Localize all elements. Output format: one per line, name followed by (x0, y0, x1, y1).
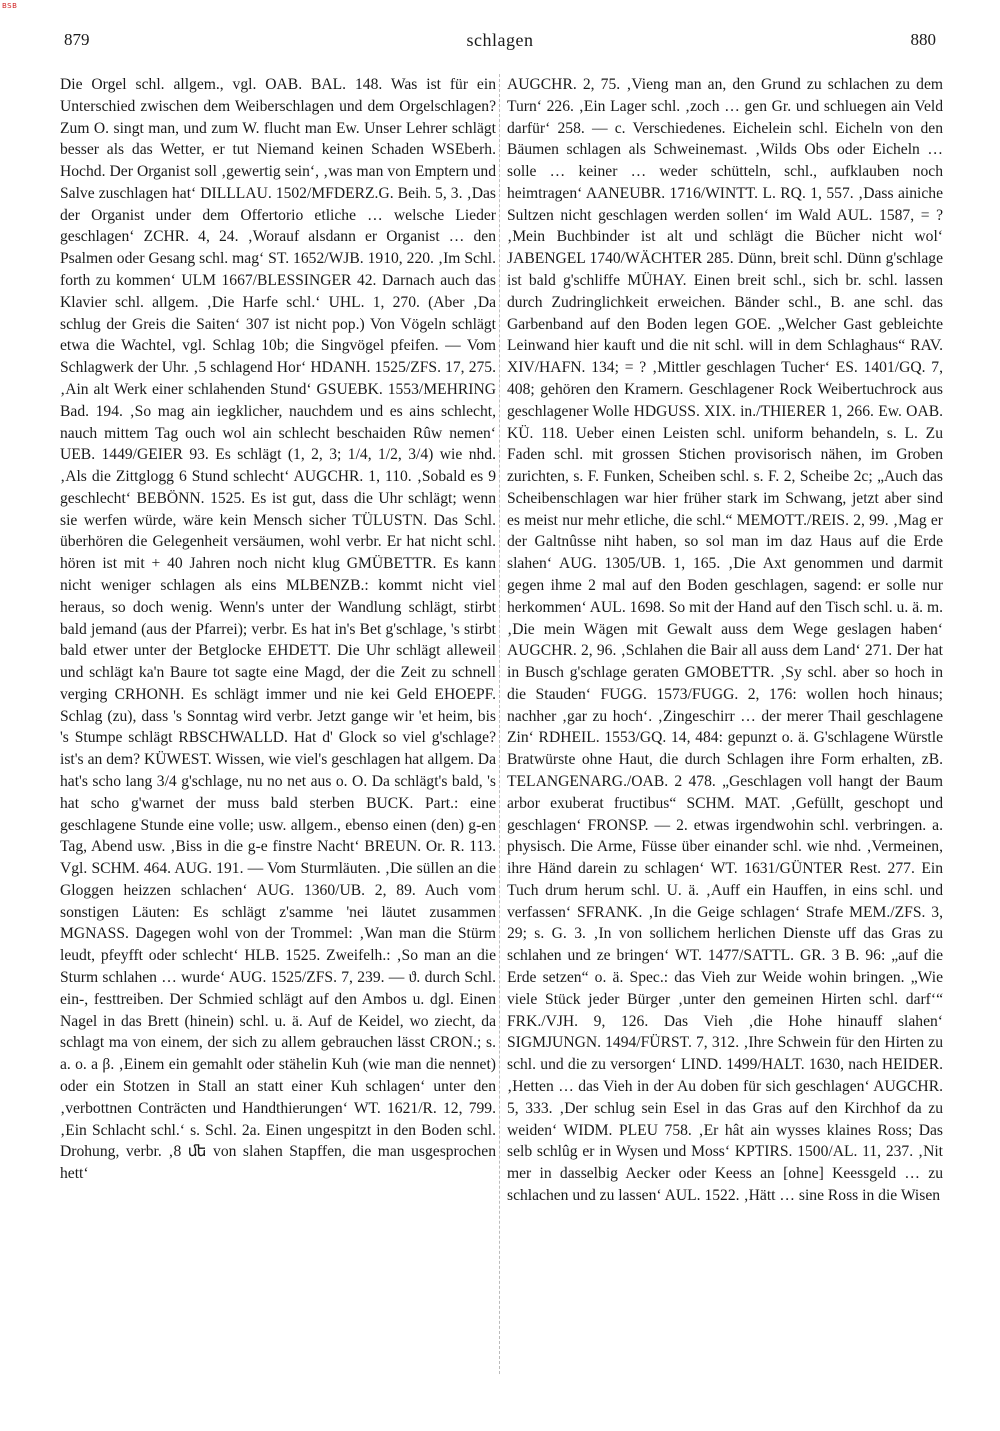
library-stamp: BSB (2, 2, 18, 10)
page-number-left: 879 (64, 30, 90, 49)
left-column (60, 74, 496, 1185)
right-column (507, 74, 943, 1207)
page-number-right: 880 (910, 30, 936, 49)
column-divider (499, 74, 500, 1374)
left-column-text: Die Orgel schl. allgem., vgl. OAB. BAL. 148. Was ist für ein Unterschied zwischen dem Weiberschlagen und dem Orgelschlagen? Zum O. singt man, und zum W. flucht man Ew. Unser Lehrer schlägt besser als das Wetter, er tut Niemand keinen Schaden WSEberh. Hochd. Der Organist soll ‚gewertig sein‘, ‚was man von Emptern und Salve zuschlagen hat‘ DILLLAU. 1502/MFDERZ.G. Beih. 5, 3. ‚Das der Organist under dem Offertorio etliche … welsche Lieder geschlagen‘ ZCHR. 4, 24. ‚Worauf alsdann er Organist … den Psalmen oder Gesang schl. mag‘ ST. 1652/WJB. 1910, 220. ‚Im Schl. forth zu kommen‘ ULM 1667/BLESSINGER 42. Darnach auch das Klavier schl. allgem. ‚Die Harfe schl.‘ UHL. 1, 270. (Aber ‚Da schlug der Greis die Saiten‘ 307 ist nicht pop.) Von Vögeln schlägt etwa die Wachtel, vgl. Schlag 10b; die Singvögel pfeifen. — Vom Schlagwerk der Uhr. ‚5 schlagend Hor‘ HDANH. 1525/ZFS. 17, 275. ‚Ain alt Werk einer schlahenden Stund‘ GSUEBK. 1553/MEHRING Bad. 194. ‚So mag ain iegklicher, nauchdem und es ains schlecht, nauch mittem Tag ouch wol ain schlecht beschaiden Rûw nemen‘ UEB. 1449/GEIER 93. Es schlägt (1, 2, 3; 1/4, 1/2, 3/4) wie nhd. ‚Als die Zittglogg 6 Stund schlecht‘ AUGCHR. 1, 110. ‚Sobald es 9 geschlecht‘ BEBÖNN. 1525. Es ist gut, dass die Uhr schlägt; wenn sie werfen würde, wäre kein Mensch sicher TÜLUSTN. Das Schl. überhören die Gelegenheit versäumen, wohl verbr. Er hat nicht schl. hören ist mit + 40 Jahren noch nicht klug GMÜBETTR. Es kann nicht weniger schlagen als eins MLBENZB.: kommt nicht viel heraus, so doch wenig. Wenn's unter der Wandlung schlägt, stirbt bald jemand (aus der Pfarrei); verbr. Es hat in's Bet g'schlage, 's stirbt bald etwer unter der Betglocke EHDETT. Die Uhr schlägt alleweil und schlägt ka'n Baure tot sagte eine Magd, der die Zeit zu schnell verging CRHONH. Es schlägt immer und nie kei Geld EHOEPF. Schlag (zu), dass 's Sonntag wird verbr. Jetzt gange wir 'et heim, bis 's Stumpe schlägt RBSCHWALLD. Hat d' Glock so viel g'schlage? ist's an dem? KÜWEST. Wissen, wie viel's geschlagen hat allgem. Da hat's scho lang 3/4 g'schlage, nu no net aus o. O. Da schlägt's bald, 's hat scho g'warnet der muss bald sterben BUCK. Part.: eine geschlagene Stunde eine volle; usw. allgem., ebenso einen (den) g-en Tag, Abend usw. ‚Biss in die g-e finstre Nacht‘ BREUN. Or. R. 113. Vgl. SCHM. 464. AUG. 191. — Vom Sturmläuten. ‚Die süllen an die Gloggen heizzen schlachen‘ AUG. 1360/UB. 2, 89. Auch vom sonstigen Läuten: Es schlägt z'samme 'nei läutet zusammen MGNASS. Dagegen wohl von der Trommel: ‚Wan man die Stürm leudt, pfeyfft oder schlecht‘ HLB. 1525. Zweifelh.: ‚So man an die Sturm schlahen … wurde‘ AUG. 1525/ZFS. 7, 239. — ϑ. durch Schl. ein-, festtreiben. Der Schmied schlägt auf den Ambos u. dgl. Einen Nagel in das Brett (hinein) schl. u. ä. Auf de Keidel, wo ziecht, da schlagt ma von einem, der sich zu allem gebrauchen lässt CRON.; s. a. o. a β. ‚Einem ein gemahlt oder stähelin Kuh (wie man die nennet) oder ein Stotzen in Stall an statt einer Kuh schlagen‘ unter den ‚verbottnen Conträcten und Handthierungen‘ WT. 1621/R. 12, 799. ‚Ein Schlacht schl.‘ s. Schl. 2a. Einen ungespitzt in den Boden schl. Drohung, verbr. ‚8 ﬔ von slahen Stapffen, die man usgesprochen hett‘ (60, 76, 496, 1183)
page-header (64, 30, 936, 56)
right-column-text: AUGCHR. 2, 75. ‚Vieng man an, den Grund zu schlachen zu dem Turn‘ 226. ‚Ein Lager schl. ‚zoch … gen Gr. und schluegen ain Veld darfür‘ 258. — c. Verschiedenes. Eichelein schl. Eicheln von den Bäumen schlagen als Schweinemast. ‚Wilds Obs oder Eicheln … solle … keiner … weder schütteln, schl., aufklauben noch heimtragen‘ AANEUBR. 1716/WINTT. L. RQ. 1, 557. ‚Dass ainiche Sultzen nicht geschlagen werden sollen‘ im Wald AUL. 1587, = ? ‚Mein Buchbinder ist alt und schlägt die Bücher nicht wol‘ JABENGEL 1740/WÄCHTER 285. Dünn, breit schl. Dünn g'schlage ist bald g'schliffe MÜHAY. Einen breit schl., sich br. schl. lassen durch Zudringlichkeit erweichen. Bänder schl., B. ane schl. das Garbenband auf den Boden legen GOE. „Welcher Gast gebleichte Leinwand hier kauft und die nit schl. will in dem Schlaghaus“ RAV. XIV/HAFN. 134; = ? ‚Mittler geschlagen Tucher‘ ES. 1401/GQ. 7, 408; gehören den Kramern. Geschlagener Rock Weibertuchrock aus geschlagener Wolle HDGUSS. XIX. in./THIERER 1, 266. Ew. OAB. KÜ. 118. Ueber einen Leisten schl. uniform behandeln, s. L. Zu Faden schl. mit grossen Stichen provisorisch nähen, im Groben zurichten, s. F. Funken, Scheiben schl. s. F. 2, Scheibe 2c; „Auch das Scheibenschlagen war hier früher stark im Schwang, jetzt aber sind es meist nur mehr etliche, die schl.“ MEMOTT./REIS. 2, 99. ‚Mag er der Galtnûsse niht haben, so sol man im daz Haus auf die Erde slahen‘ AUG. 1305/UB. 1, 165. ‚Die Axt genommen und darmit gegen ihme 2 mal auf den Boden geschlagen, sagend: er solle nur herkommen‘ AUL. 1698. So mit der Hand auf den Tisch schl. u. ä. m. ‚Die mein Wägen mit Gewalt auss dem Wege geslagen haben‘ AUGCHR. 2, 96. ‚Schlahen die Bair all auss dem Land‘ 271. Der hat in Busch g'schlage geraten GMOBETTR. ‚Sy schl. aber so hoch in die Stauden‘ FUGG. 1573/FUGG. 2, 176: wollen hoch hinaus; nachher ‚gar zu hoch‘. ‚Zingeschirr … der merer Thail geschlagene Zin‘ RDHEIL. 1553/GQ. 14, 484: gepunzt o. ä. G'schlagene Würstle Bratwürste ohne Haut, die durch Schlagen ihre Form erhalten, zB. TELANGENARG./OAB. 2 478. „Geschlagen voll hangt der Baum arbor exuberat fructibus“ SCHM. MAT. ‚Gefüllt, geschopt und geschlagen‘ FRONSP. — 2. etwas irgendwohin schl. verbringen. a. physisch. Die Arme, Füsse über einander schl. wie nhd. ‚Vermeinen, ihre Händ darein zu schlagen‘ WT. 1631/GÜNTER Rest. 277. Ein Tuch drum herum schl. U. ä. ‚Auff ein Hauffen, in eins schl. und verfassen‘ SFRANK. ‚In die Geige schlagen‘ Strafe MEM./ZFS. 3, 29; s. G. 3. ‚In von sollichem herlichen Dienste uff das Gras zu schlahen und ze bringen‘ WT. 1477/SATTL. GR. 3 B. 96: „auf die Erde setzen“ o. ä. Spec.: das Vieh zur Weide wohin bringen. „Wie viele Stück jeder Bürger ‚unter den gemeinen Hirten schl. darf‘“ FRK./VJH. 9, 126. Das Vieh ‚die Hohe hinauff slahen‘ SIGMJUNGN. 1494/FÜRST. 7, 312. ‚Ihre Schwein für den Hirten zu schl. und die zu versorgen‘ LIND. 1499/HALT. 1630, nach HEIDER. ‚Hetten … das Vieh in der Au doben für sich geschlagen‘ AUGCHR. 5, 333. ‚Der schlug sein Esel in das Gras auf den Kirchhof da zu weiden‘ WIDM. PLEU 758. ‚Er hât ain wysses klaines Ross; Das selb schlûg er in Wysen und Moss‘ KPTIRS. 1500/AL. 11, 237. ‚Nit mer in dasselbig Aecker oder Keess an [ohne] Keessgeld … zu schlachen und zu lassen‘ AUL. 1522. ‚Hätt … sine Ross in die Wisen (507, 76, 943, 1204)
running-title: schlagen (466, 30, 534, 50)
